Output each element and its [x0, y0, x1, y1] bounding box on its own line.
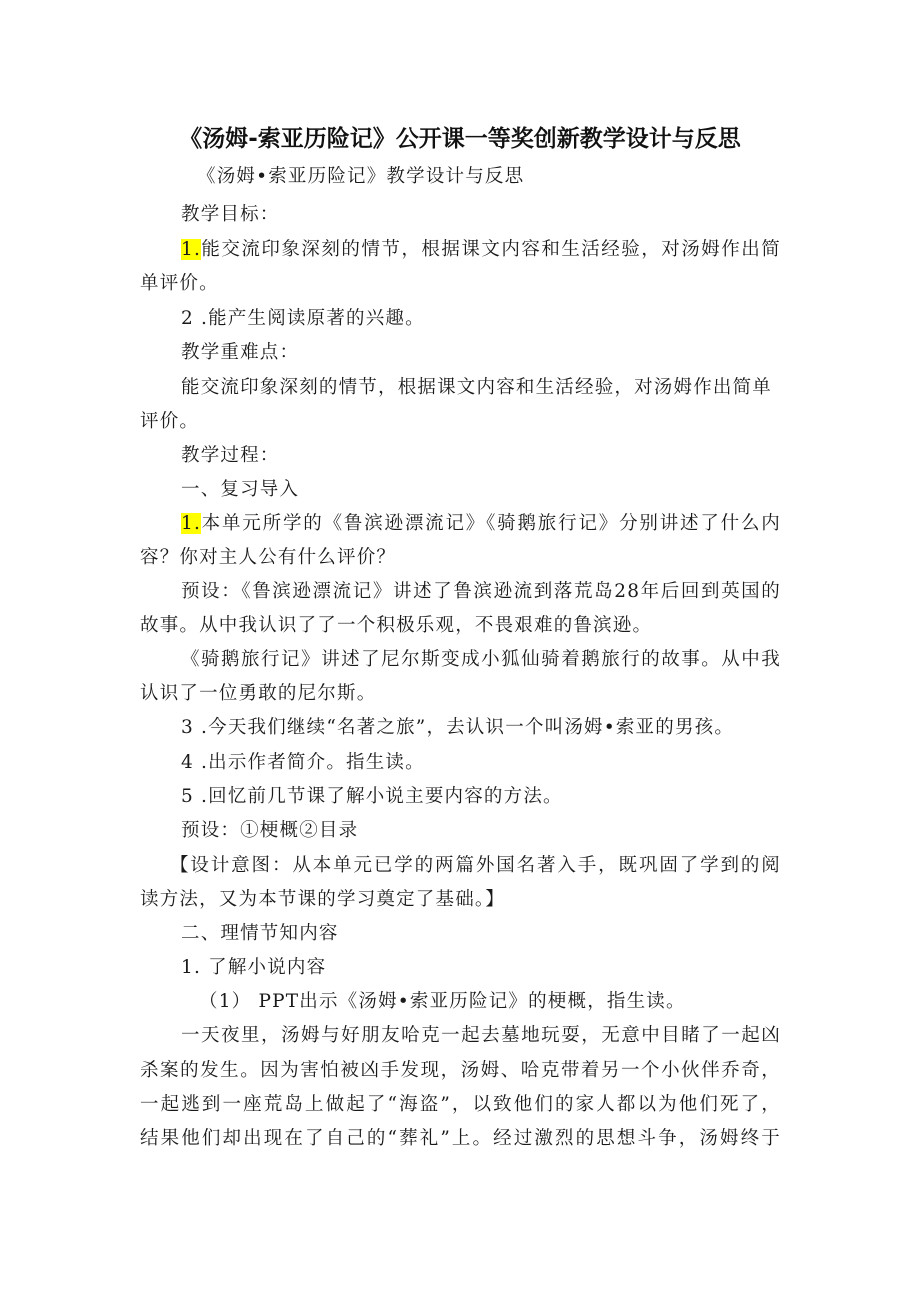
subtitle: 《汤姆•索亚历险记》教学设计与反思	[197, 166, 525, 187]
goal-1-line-2: 单评价。	[140, 273, 219, 294]
preset-3: 预设：①梗概②目录	[181, 820, 359, 841]
section-1-item-1-text: 本单元所学的《鲁滨逊漂流记》《骑鹅旅行记》分别讲述了什么内	[201, 513, 781, 534]
section-2-item-1: 1. 了解小说内容	[181, 957, 327, 978]
goal-2: 2 .能产生阅读原著的兴趣。	[181, 308, 425, 329]
design-intent-line-2: 读方法，又为本节课的学习奠定了基础。】	[140, 889, 506, 910]
goal-1-number: 1.	[181, 239, 202, 260]
section-1-item-1-line-1	[181, 512, 781, 536]
story-line-4: 结果他们却出现在了自己的“葬礼”上。经过激烈的思想斗争，汤姆终于	[140, 1128, 781, 1149]
goals-heading: 教学目标：	[181, 204, 280, 225]
section-2-heading: 二、理情节知内容	[181, 923, 339, 944]
preset-1-line-2: 故事。从中我认识了了一个积极乐观，不畏艰难的鲁滨逊。	[140, 615, 653, 636]
section-1-item-3: 3 .今天我们继续“名著之旅”，去认识一个叫汤姆•索亚的男孩。	[181, 717, 735, 738]
keypoints-line-2: 评价。	[140, 411, 200, 432]
goal-1-line-1	[181, 238, 781, 262]
keypoints-heading: 教学重难点：	[181, 342, 300, 363]
goal-1-text: 能交流印象深刻的情节，根据课文内容和生活经验，对汤姆作出简	[201, 239, 781, 260]
process-heading: 教学过程：	[181, 445, 280, 466]
section-1-item-4: 4 .出示作者简介。指生读。	[181, 752, 425, 773]
keypoints-line-1: 能交流印象深刻的情节，根据课文内容和生活经验，对汤姆作出简单	[181, 377, 773, 398]
design-intent-line-1: 【设计意图：从本单元已学的两篇外国名著入手，既巩固了学到的阅	[170, 855, 781, 876]
preset-2-line-2: 认识了一位勇敢的尼尔斯。	[140, 683, 377, 704]
preset-2-line-1: 《骑鹅旅行记》讲述了尼尔斯变成小狐仙骑着鹅旅行的故事。从中我	[181, 649, 781, 670]
section-1-item-5: 5 .回忆前几节课了解小说主要内容的方法。	[181, 786, 563, 807]
document-title: 《汤姆-索亚历险记》公开课一等奖创新教学设计与反思	[179, 126, 741, 152]
section-1-heading: 一、复习导入	[181, 479, 300, 500]
story-line-3: 一起逃到一座荒岛上做起了“海盗”，以致他们的家人都以为他们死了，	[140, 1094, 781, 1115]
preset-1-line-1: 预设：《鲁滨逊漂流记》讲述了鲁滨逊流到落荒岛28年后回到英国的	[181, 581, 781, 602]
story-line-1: 一天夜里，汤姆与好朋友哈克一起去墓地玩耍，无意中目睹了一起凶	[181, 1025, 781, 1046]
story-line-2: 杀案的发生。因为害怕被凶手发现，汤姆、哈克带着另一个小伙伴乔奇，	[140, 1060, 781, 1081]
section-2-sub-1: （1） PPT出示《汤姆•索亚历险记》的梗概，指生读。	[199, 991, 686, 1012]
section-1-item-1-line-2: 容？你对主人公有什么评价？	[140, 547, 397, 568]
section-1-item-1-number: 1.	[181, 513, 202, 534]
